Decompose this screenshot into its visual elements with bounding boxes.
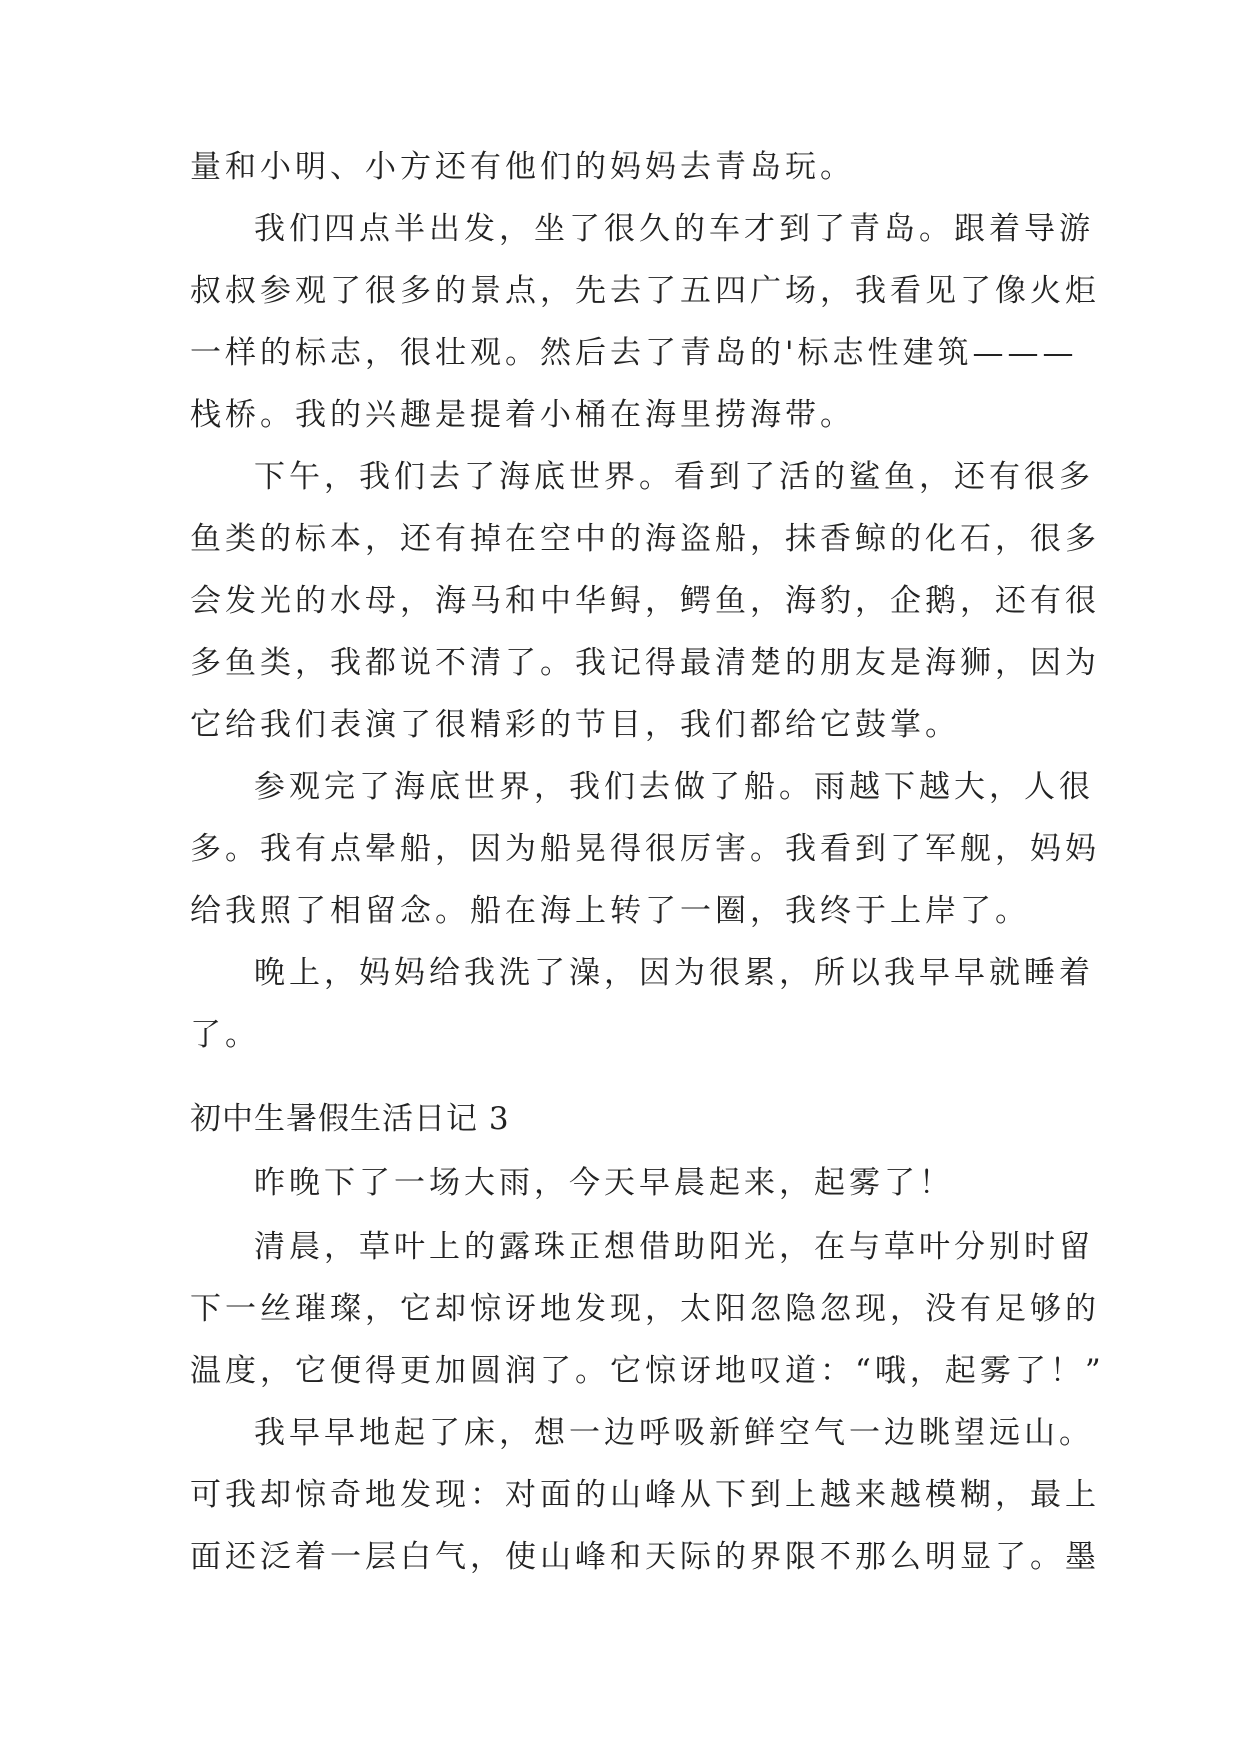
text-line: 晚上，妈妈给我洗了澡，因为很累，所以我早早就睡着	[254, 955, 1094, 991]
text-line: 了。	[190, 1017, 260, 1053]
text-line: 量和小明、小方还有他们的妈妈去青岛玩。	[190, 149, 855, 185]
text-line: 下午，我们去了海底世界。看到了活的鲨鱼，还有很多	[254, 459, 1094, 495]
text-line: 我早早地起了床，想一边呼吸新鲜空气一边眺望远山。	[254, 1415, 1094, 1451]
text-line: 多鱼类，我都说不清了。我记得最清楚的朋友是海狮，因为	[190, 645, 1100, 681]
text-line: 会发光的水母，海马和中华鲟，鳄鱼，海豹，企鹅，还有很	[190, 583, 1100, 619]
text-line: 栈桥。我的兴趣是提着小桶在海里捞海带。	[190, 397, 855, 433]
section-title: 初中生暑假生活日记 3	[190, 1101, 510, 1137]
text-line: 下一丝璀璨，它却惊讶地发现，太阳忽隐忽现，没有足够的	[190, 1291, 1100, 1327]
text-line: 它给我们表演了很精彩的节目，我们都给它鼓掌。	[190, 707, 960, 743]
text-line: 多。我有点晕船，因为船晃得很厉害。我看到了军舰，妈妈	[190, 831, 1100, 867]
text-line: 给我照了相留念。船在海上转了一圈，我终于上岸了。	[190, 893, 1030, 929]
text-line: 面还泛着一层白气，使山峰和天际的界限不那么明显了。墨	[190, 1539, 1100, 1575]
text-line: 温度，它便得更加圆润了。它惊讶地叹道：“哦，起雾了！”	[190, 1353, 1105, 1389]
text-line: 可我却惊奇地发现：对面的山峰从下到上越来越模糊，最上	[190, 1477, 1100, 1513]
text-line: 一样的标志，很壮观。然后去了青岛的'标志性建筑———	[190, 335, 1078, 371]
text-line: 叔叔参观了很多的景点，先去了五四广场，我看见了像火炬	[190, 273, 1100, 309]
text-line: 我们四点半出发，坐了很久的车才到了青岛。跟着导游	[254, 211, 1094, 247]
text-line: 参观完了海底世界，我们去做了船。雨越下越大，人很	[254, 769, 1094, 805]
text-line: 鱼类的标本，还有掉在空中的海盗船，抹香鲸的化石，很多	[190, 521, 1100, 557]
text-line: 昨晚下了一场大雨，今天早晨起来，起雾了！	[254, 1165, 954, 1201]
text-line: 清晨，草叶上的露珠正想借助阳光，在与草叶分别时留	[254, 1229, 1094, 1265]
